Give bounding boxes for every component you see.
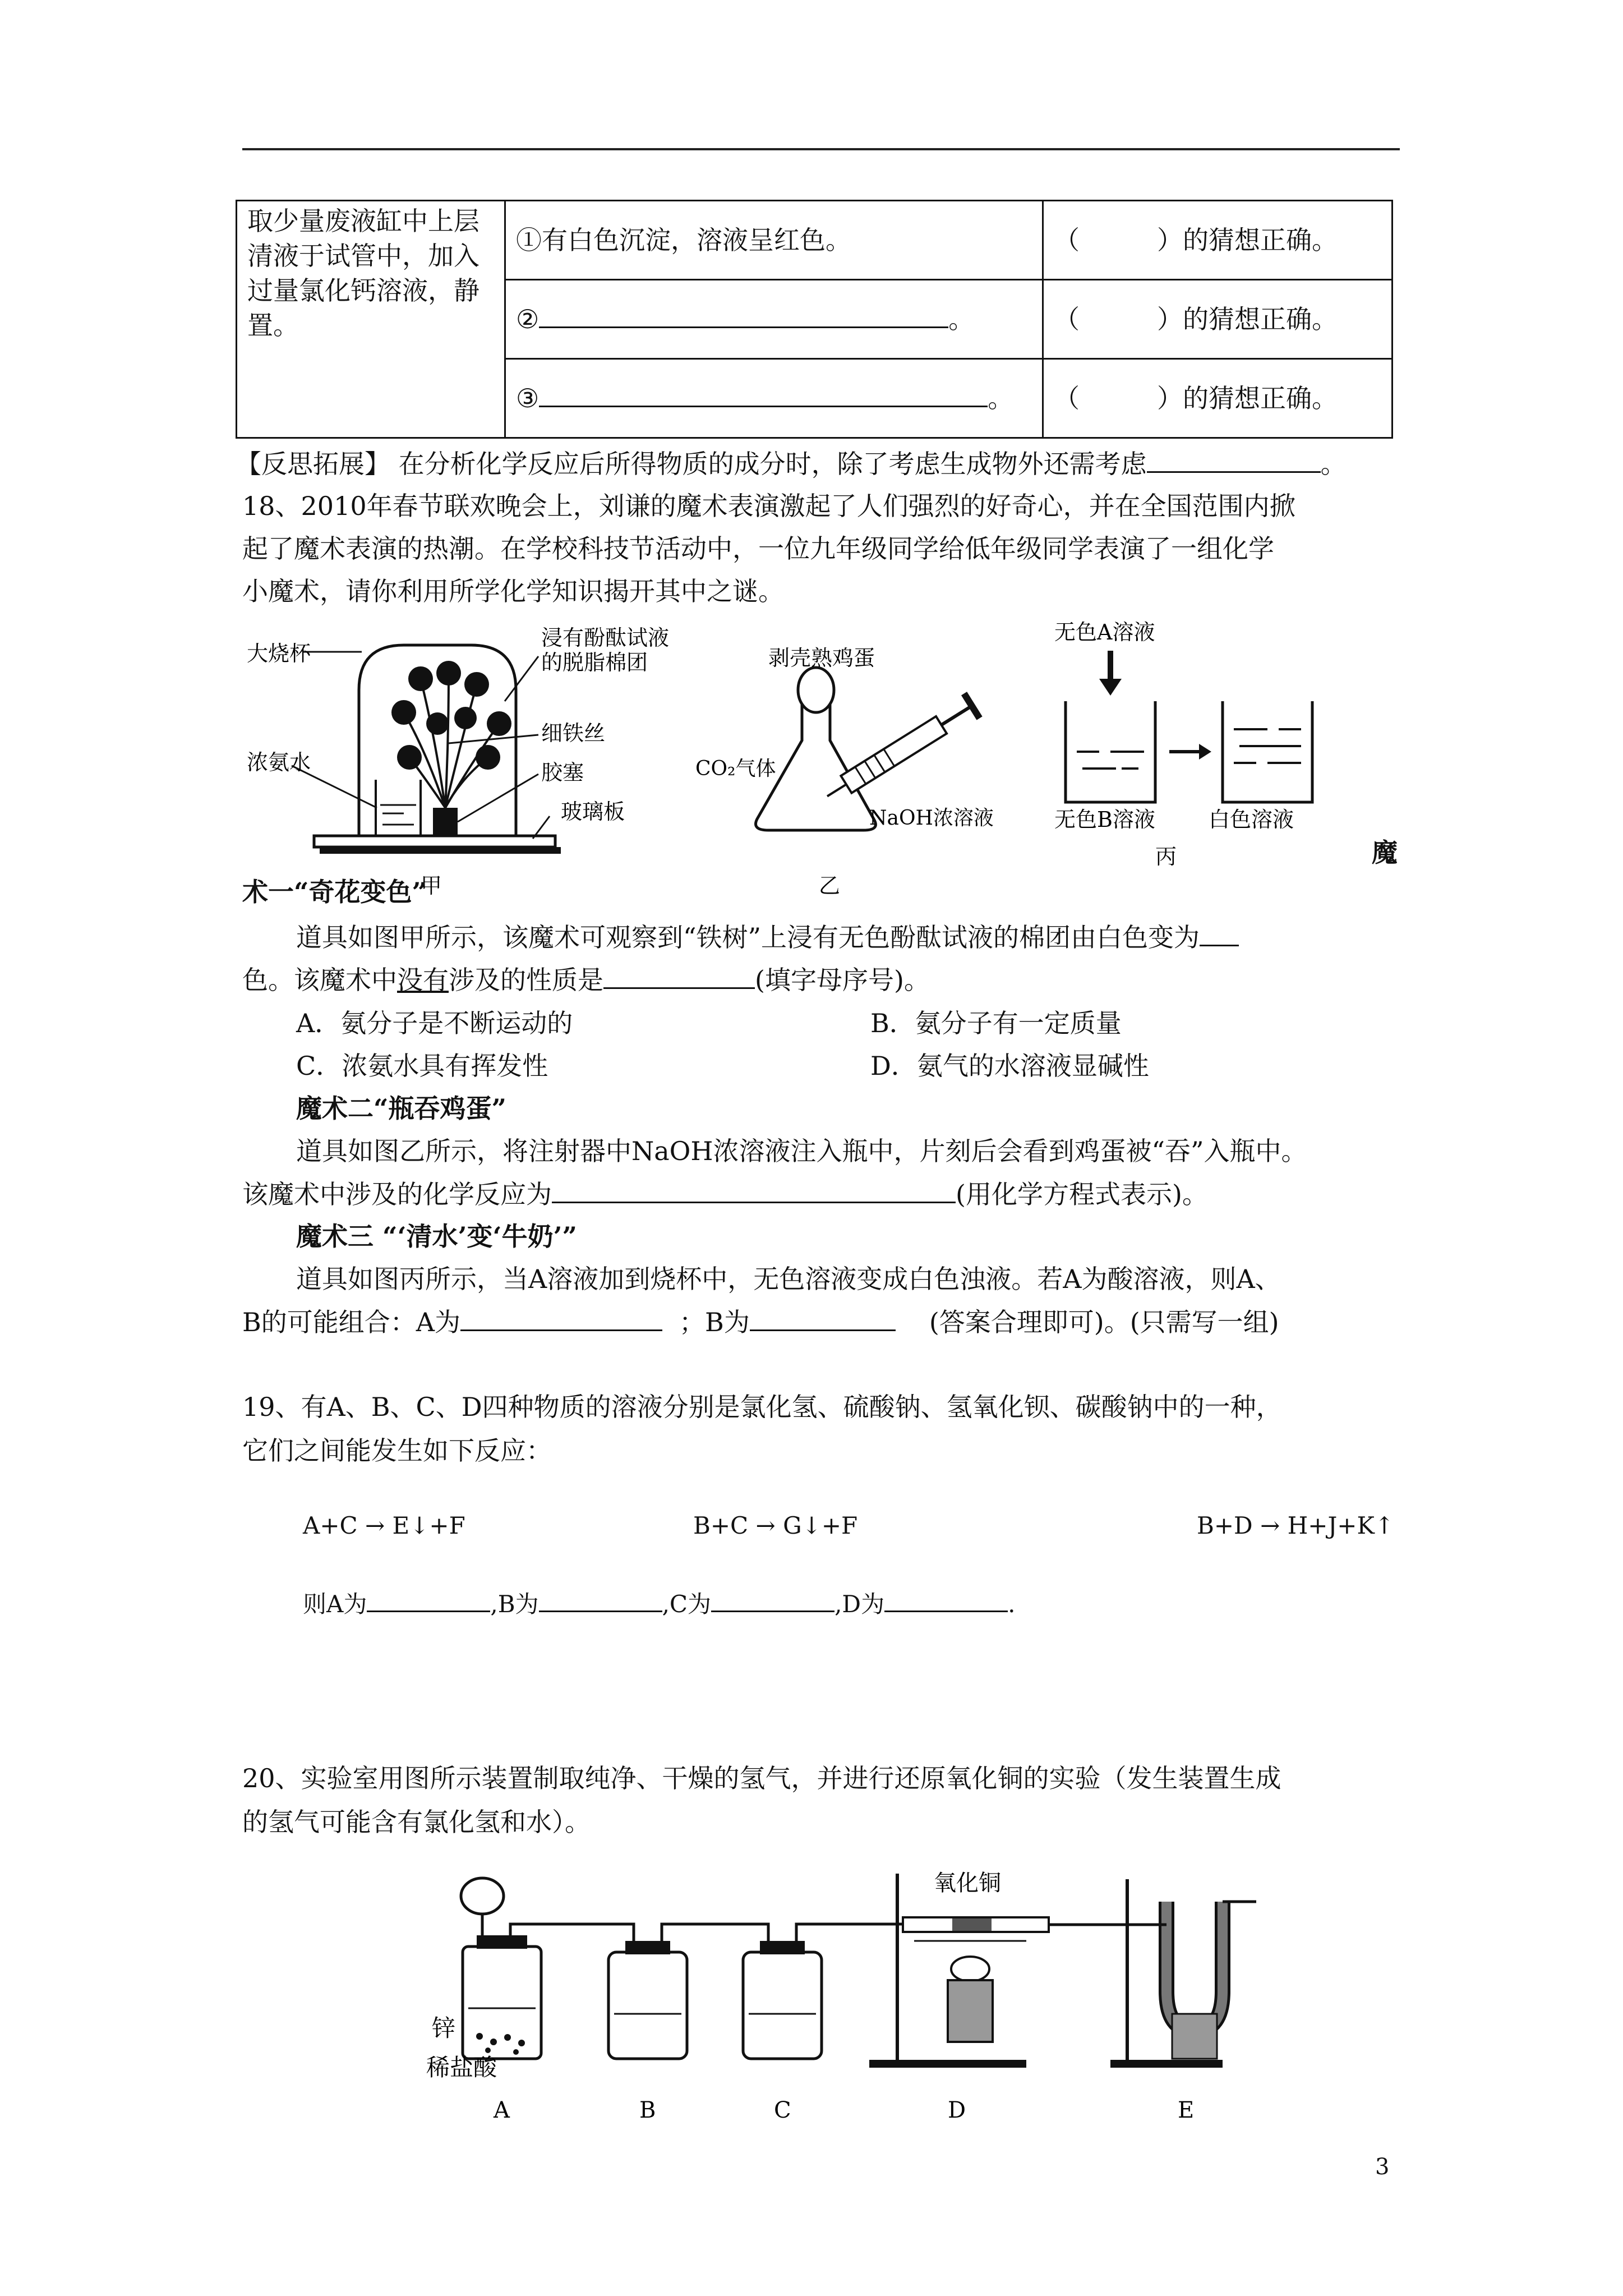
label-wire: 细铁丝 — [541, 721, 606, 746]
ans-a-label: 则A为 — [303, 1590, 367, 1618]
option-d: D．氨气的水溶液显碱性 — [870, 1051, 1149, 1081]
page-number: 3 — [1375, 2154, 1390, 2180]
magic3-line1: 道具如图丙所示，当A溶液加到烧杯中，无色溶液变成白色浊液。若A为酸溶液，则A、 — [296, 1264, 1281, 1294]
q20-line1: 20、实验室用图所示装置制取纯净、干燥的氢气，并进行还原氧化铜的实验（发生装置生成 — [242, 1763, 1281, 1793]
phenomenon-2-end: 。 — [948, 304, 975, 334]
label-glass: 玻璃板 — [561, 799, 625, 824]
procedure-text: 取少量废液缸中上层清液于试管中，加入过量氯化钙溶液，静置。 — [247, 206, 479, 341]
option-a: A．氨分子是不断运动的 — [296, 1008, 573, 1038]
phenomenon-2-num: ② — [516, 304, 540, 334]
magic1-title-a: 魔 — [1372, 838, 1398, 868]
magic3-line2b: ；B为 — [679, 1307, 750, 1337]
label-naoh: NaOH浓溶液 — [869, 807, 994, 830]
reaction-2: B+C → G↓+F — [693, 1512, 858, 1539]
procedure-cell — [237, 201, 505, 438]
experiment-table — [236, 200, 1393, 439]
answer-blank[interactable] — [603, 963, 755, 989]
answer-blank[interactable] — [750, 1305, 896, 1331]
label-co2: CO₂气体 — [695, 757, 776, 780]
conclusion-2: （ ）的猜想正确。 — [1054, 304, 1338, 334]
label-cotton1: 浸有酚酞试液 — [541, 625, 670, 650]
q19-line2: 它们之间能发生如下反应： — [242, 1435, 552, 1466]
magic1-line1-text: 道具如图甲所示，该魔术可观察到“铁树”上浸有无色酚酞试液的棉团由白色变为 — [296, 922, 1200, 953]
answer-blank[interactable] — [884, 1590, 1008, 1612]
phenomenon-cell-1 — [505, 201, 1043, 280]
magic2-line2 — [242, 1177, 1208, 1211]
label-white: 白色溶液 — [1209, 807, 1294, 832]
option-b: B．氨分子有一定质量 — [870, 1008, 1122, 1038]
label-E: E — [1178, 2097, 1195, 2123]
reflection-text: 在分析化学反应后所得物质的成分时，除了考虑生成物外还需考虑 — [398, 449, 1147, 479]
q18-line1: 18、2010年春节联欢晚会上，刘谦的魔术表演激起了人们强烈的好奇心，并在全国范围内掀 — [242, 491, 1295, 521]
figure-bing — [1043, 617, 1357, 881]
answer-blank[interactable] — [1200, 920, 1239, 946]
magic3-line2a: B的可能组合：A为 — [242, 1307, 461, 1337]
label-hcl: 稀盐酸 — [426, 2054, 497, 2081]
q18-line2: 起了魔术表演的热潮。在学校科技节活动中，一位九年级同学给低年级同学表演了一组化学 — [242, 533, 1274, 564]
caption-jia: 甲 — [421, 873, 442, 898]
figure-yi — [695, 645, 1009, 903]
reflection-label: 【反思拓展】 — [236, 449, 390, 479]
figure-jia — [236, 611, 695, 903]
answer-blank[interactable] — [367, 1590, 490, 1612]
label-b: 无色B溶液 — [1054, 807, 1155, 832]
label-A: A — [494, 2097, 510, 2123]
magic1-line2 — [242, 963, 930, 997]
q18-line3: 小魔术，请你利用所学化学知识揭开其中之谜。 — [242, 576, 784, 606]
magic2-line2a: 该魔术中涉及的化学反应为 — [242, 1179, 552, 1209]
q19-answers — [303, 1588, 1015, 1621]
answer-blank[interactable] — [539, 302, 948, 328]
caption-yi: 乙 — [819, 873, 841, 898]
phenomenon-3-num: ③ — [516, 383, 540, 413]
answer-blank[interactable] — [460, 1305, 662, 1331]
label-B: B — [639, 2097, 656, 2123]
reflection-end: 。 — [1320, 449, 1347, 479]
label-zn: 锌 — [432, 2014, 456, 2042]
label-ammonia: 浓氨水 — [247, 750, 311, 775]
answer-blank[interactable] — [711, 1590, 834, 1612]
phenomenon-cell-3 — [505, 359, 1043, 438]
phenomenon-1: ①有白色沉淀，溶液呈红色。 — [516, 225, 851, 255]
conclusion-3: （ ）的猜想正确。 — [1054, 383, 1338, 413]
magic1-line2b: 涉及的性质是 — [449, 965, 603, 995]
ans-d-label: ,D为 — [834, 1590, 885, 1618]
label-D: D — [948, 2097, 966, 2123]
label-cotton2: 的脱脂棉团 — [541, 650, 648, 675]
answer-blank[interactable] — [539, 1590, 662, 1612]
conclusion-cell-1 — [1043, 201, 1393, 280]
label-cuo: 氧化铜 — [934, 1870, 1001, 1896]
conclusion-cell-2 — [1043, 280, 1393, 359]
conclusion-cell-3 — [1043, 359, 1393, 438]
reaction-3: B+D → H+J+K↑ — [1197, 1512, 1395, 1539]
phenomenon-3-end: 。 — [988, 383, 1014, 413]
magic1-line1 — [296, 920, 1239, 954]
answer-blank[interactable] — [539, 381, 988, 407]
label-beaker: 大烧杯 — [247, 641, 311, 666]
option-c: C．浓氨水具有挥发性 — [296, 1051, 548, 1081]
apparatus-figure — [409, 1862, 1284, 2132]
label-egg: 剥壳熟鸡蛋 — [768, 646, 875, 670]
answer-blank[interactable] — [1147, 447, 1321, 473]
label-a: 无色A溶液 — [1054, 620, 1155, 645]
conclusion-1: （ ）的猜想正确。 — [1054, 225, 1338, 255]
ans-c-label: ,C为 — [662, 1590, 712, 1618]
phenomenon-cell-2 — [505, 280, 1043, 359]
reflection-line — [236, 447, 1347, 481]
magic2-line2b: (用化学方程式表示)。 — [956, 1179, 1208, 1209]
magic3-title: 魔术三 “‘清水’变‘牛奶’” — [296, 1221, 577, 1251]
q19-line1: 19、有A、B、C、D四种物质的溶液分别是氯化氢、硫酸钠、氢氧化钡、碳酸钠中的一种， — [242, 1392, 1282, 1422]
magic1-line2c: (填字母序号)。 — [755, 965, 930, 995]
reaction-1: A+C → E↓+F — [303, 1512, 465, 1539]
label-plug: 胶塞 — [541, 760, 584, 785]
label-C: C — [774, 2097, 791, 2123]
magic2-line1: 道具如图乙所示，将注射器中NaOH浓溶液注入瓶中，片刻后会看到鸡蛋被“吞”入瓶中。 — [296, 1136, 1307, 1166]
magic1-line2u: 没有 — [397, 965, 449, 995]
ans-b-label: ,B为 — [490, 1590, 539, 1618]
magic3-line2c: (答案合理即可)。(只需写一组) — [929, 1307, 1279, 1337]
caption-bing: 丙 — [1155, 844, 1177, 869]
q20-line2: 的氢气可能含有氯化氢和水）。 — [242, 1807, 591, 1837]
answer-blank[interactable] — [552, 1177, 956, 1203]
magic2-title: 魔术二“瓶吞鸡蛋” — [296, 1093, 506, 1124]
magic1-line2a: 色。该魔术中 — [242, 965, 397, 995]
magic1-title-b: 术一“奇花变色” — [242, 877, 427, 907]
ans-end: . — [1008, 1590, 1016, 1618]
magic3-line2 — [242, 1305, 1279, 1339]
header-rule — [242, 148, 1400, 150]
